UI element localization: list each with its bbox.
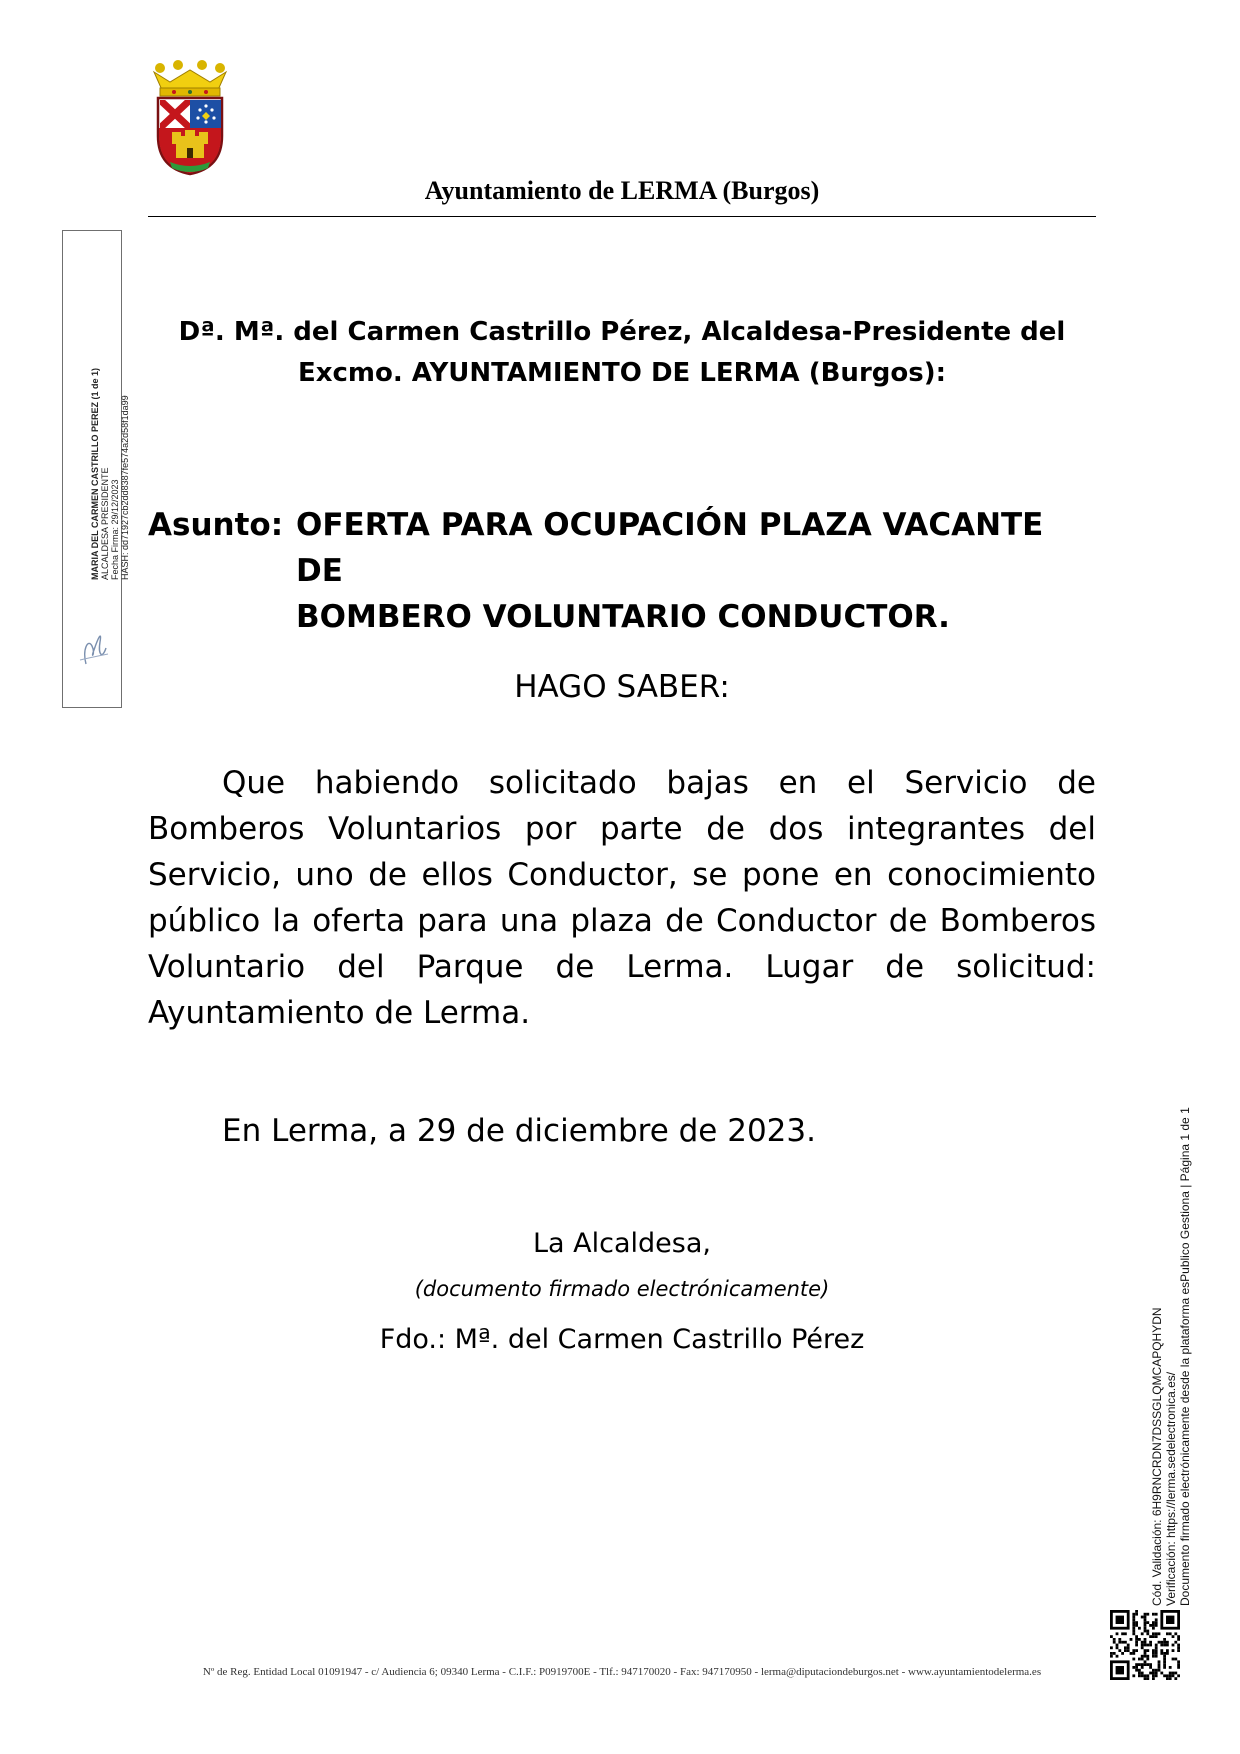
signature-hash: HASH: dd71927cb2dd8387fe574a2d58f1da99 bbox=[120, 395, 130, 580]
platform-note: Documento firmado electrónicamente desde la plataforma esPublico Gestiona | Página 1 de 1 bbox=[1178, 1107, 1192, 1606]
signer-note: (documento firmado electrónicamente) bbox=[414, 1277, 830, 1301]
signature-details bbox=[90, 160, 130, 580]
issuer-line-2: Excmo. AYUNTAMIENTO DE LERMA (Burgos): bbox=[297, 358, 946, 388]
issuer-heading bbox=[148, 312, 1096, 394]
validation-code: Cód. Validación: 6H9RNCRDN7DSSGLQMCAPQHYDN bbox=[1150, 1307, 1164, 1606]
signer-role: La Alcaldesa, bbox=[533, 1228, 711, 1259]
header-divider bbox=[148, 216, 1096, 217]
signature-date: Fecha Firma: 29/12/2023 bbox=[110, 479, 120, 580]
handwritten-signature-icon bbox=[72, 620, 112, 668]
signer-position: ALCALDESA PRESIDENTE bbox=[100, 467, 110, 580]
issuer-line-1: Dª. Mª. del Carmen Castrillo Pérez, Alcaldesa-Presidente del bbox=[178, 317, 1066, 347]
signer-name: Fdo.: Mª. del Carmen Castrillo Pérez bbox=[379, 1324, 865, 1355]
header-title: Ayuntamiento de LERMA (Burgos) bbox=[424, 176, 820, 205]
main-paragraph: Que habiendo solicitado bajas en el Servicio de Bomberos Voluntarios por parte de dos integrantes del Servicio, uno de ellos Conductor, se pone en conocimiento público la oferta para una plaza de Conductor de Bomberos Voluntario del Parque de Lerma. Lugar de solicitud: Ayuntamiento de Lerma. bbox=[148, 765, 1096, 1031]
qr-code-icon[interactable] bbox=[1110, 1610, 1180, 1680]
announcement-heading: HAGO SABER: bbox=[514, 669, 730, 705]
subject-text bbox=[296, 502, 1096, 640]
signer-full-name: MARIA DEL CARMEN CASTRILLO PEREZ (1 de 1) bbox=[90, 367, 100, 580]
verification-details bbox=[1150, 1086, 1192, 1606]
subject-label: Asunto: bbox=[148, 507, 284, 543]
verification-url: Verificación: https://lerma.sedelectronica.es/ bbox=[1164, 1371, 1178, 1606]
subject-line-1: OFERTA PARA OCUPACIÓN PLAZA VACANTE DE bbox=[296, 507, 1044, 589]
coat-of-arms-icon bbox=[148, 58, 232, 176]
subject-line-2: BOMBERO VOLUNTARIO CONDUCTOR. bbox=[296, 599, 950, 635]
date-line: En Lerma, a 29 de diciembre de 2023. bbox=[222, 1113, 816, 1149]
footer-contact: Nº de Reg. Entidad Local 01091947 - c/ Audiencia 6; 09340 Lerma - C.I.F.: P0919700E - Tlf.: 947170020 - Fax: 947170950 - lerma@diputaciondeburgos.net - www.ayuntamientodelerma.es bbox=[202, 1666, 1042, 1678]
